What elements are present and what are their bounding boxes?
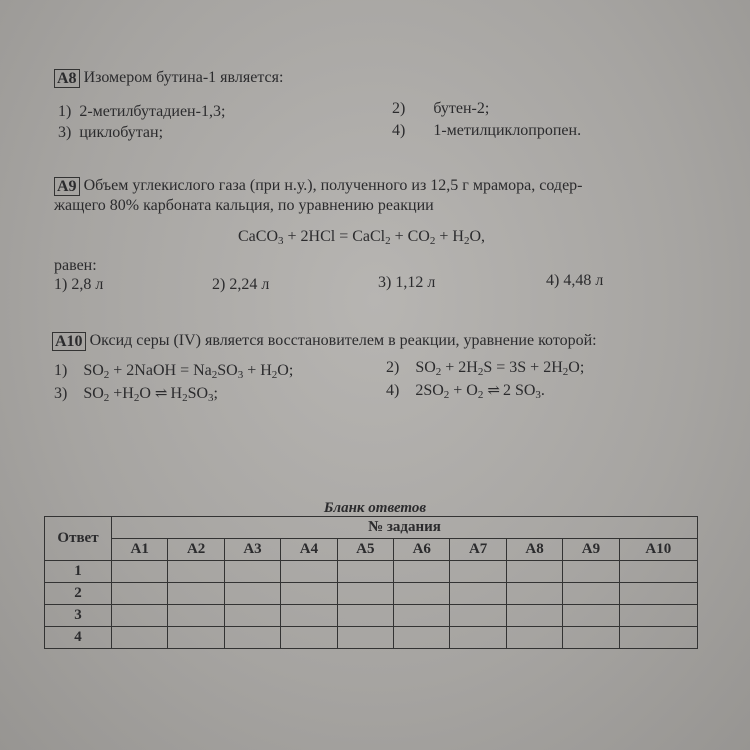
- answer-cell[interactable]: [281, 627, 337, 649]
- answer-cell[interactable]: [224, 583, 280, 605]
- answer-header: Ответ: [45, 517, 112, 561]
- answer-cell[interactable]: [168, 605, 224, 627]
- answer-cell[interactable]: [450, 561, 506, 583]
- answer-cell[interactable]: [394, 605, 450, 627]
- a8-option-3: [58, 124, 163, 142]
- column-header: A7: [450, 539, 506, 561]
- table-row: [45, 627, 698, 649]
- a9-option-4: [546, 272, 603, 290]
- answer-cell[interactable]: [506, 561, 562, 583]
- table-row: [45, 561, 698, 583]
- table-row: [45, 605, 698, 627]
- answer-cell[interactable]: [506, 583, 562, 605]
- answer-cell[interactable]: [337, 605, 393, 627]
- answer-cell[interactable]: [281, 561, 337, 583]
- row-number: 3: [45, 605, 112, 627]
- question-text-line2: жащего 80% карбоната кальция, по уравнению реакции: [54, 197, 434, 214]
- answer-cell[interactable]: [394, 583, 450, 605]
- column-header: A10: [619, 539, 697, 561]
- equilibrium-arrow-icon: ⇌: [487, 383, 499, 399]
- a10-option-3: 3) $SO_2 +H_2O$ ⇌ $H_2SO_3$;: [54, 385, 218, 404]
- a8-option-2: [392, 100, 489, 118]
- table-row: [45, 583, 698, 605]
- column-header: A6: [394, 539, 450, 561]
- option-number: 1): [54, 276, 68, 293]
- option-text: бутен-2;: [433, 100, 490, 117]
- answer-form-title: Бланк ответов: [323, 500, 427, 516]
- answer-cell[interactable]: [224, 561, 280, 583]
- option-number: 4): [386, 382, 400, 399]
- equilibrium-arrow-icon: ⇌: [154, 386, 167, 402]
- answer-cell[interactable]: [168, 583, 224, 605]
- question-a8: [54, 68, 283, 88]
- a8-option-4: [392, 122, 581, 140]
- column-header: A2: [168, 539, 224, 561]
- option-number: 3): [378, 274, 392, 291]
- answer-table: [44, 516, 698, 649]
- answer-cell[interactable]: [619, 627, 697, 649]
- answer-cell[interactable]: [506, 605, 562, 627]
- a10-option-4: 4) $2SO_2 + O_2$ ⇌ 2 $SO_3$.: [386, 382, 545, 401]
- answer-cell[interactable]: [112, 561, 168, 583]
- answer-cell[interactable]: [224, 605, 280, 627]
- answer-cell[interactable]: [619, 561, 697, 583]
- answer-cell[interactable]: [563, 561, 619, 583]
- answer-cell[interactable]: [619, 583, 697, 605]
- answer-cell[interactable]: [563, 605, 619, 627]
- option-text: 4,48 л: [563, 272, 604, 289]
- answer-cell[interactable]: [281, 605, 337, 627]
- option-text: 2,8 л: [71, 276, 104, 293]
- answer-cell[interactable]: [450, 605, 506, 627]
- option-text: 1-метилциклопропен.: [433, 122, 582, 139]
- answer-cell[interactable]: [224, 627, 280, 649]
- column-header: A4: [281, 539, 337, 561]
- column-header: A8: [506, 539, 562, 561]
- row-number: 4: [45, 627, 112, 649]
- answer-cell[interactable]: [112, 583, 168, 605]
- column-header: A5: [337, 539, 393, 561]
- option-number: 3): [58, 124, 72, 141]
- answer-cell[interactable]: [337, 561, 393, 583]
- a9-option-1: [54, 276, 103, 294]
- option-number: 2): [386, 359, 400, 376]
- option-text: 2-метилбутадиен-1,3;: [79, 103, 226, 120]
- option-number: 2): [392, 100, 406, 117]
- a9-tail-text: равен:: [54, 257, 97, 274]
- answer-cell[interactable]: [112, 627, 168, 649]
- answer-cell[interactable]: [394, 561, 450, 583]
- answer-cell[interactable]: [563, 583, 619, 605]
- a9-option-2: [212, 276, 269, 294]
- answer-cell[interactable]: [168, 627, 224, 649]
- option-text: циклобутан;: [79, 124, 164, 141]
- option-number: 2): [212, 276, 226, 293]
- question-text-line1: Объем углекислого газа (при н.у.), полученного из 12,5 г мрамора, содер-: [83, 177, 583, 194]
- option-number: 3): [54, 385, 68, 402]
- question-a9: [54, 176, 583, 216]
- a8-option-1: [58, 103, 225, 121]
- answer-cell[interactable]: [450, 627, 506, 649]
- question-a10: [52, 331, 597, 351]
- a9-option-3: [378, 274, 435, 292]
- answer-cell[interactable]: [394, 627, 450, 649]
- option-number: 1): [54, 362, 68, 379]
- answer-cell[interactable]: [506, 627, 562, 649]
- question-text: Оксид серы (IV) является восстановителем в реакции, уравнение которой:: [89, 332, 597, 349]
- question-number: A8: [54, 69, 80, 88]
- option-text: 1,12 л: [395, 274, 436, 291]
- answer-cell[interactable]: [281, 583, 337, 605]
- answer-cell[interactable]: [619, 605, 697, 627]
- column-header-row: [45, 539, 698, 561]
- answer-cell[interactable]: [112, 605, 168, 627]
- answer-cell[interactable]: [450, 583, 506, 605]
- answer-cell[interactable]: [563, 627, 619, 649]
- a10-option-1: 1) $SO_2$ + 2NaOH = $Na_2SO_3 + H_2O$;: [54, 362, 294, 381]
- question-number: A9: [54, 177, 80, 196]
- option-number: 4): [546, 272, 560, 289]
- a10-option-2: 2) $SO_2 + 2H_2S = 3S + 2H_2O$;: [386, 359, 585, 378]
- column-header: A3: [224, 539, 280, 561]
- option-text: 2,24 л: [229, 276, 270, 293]
- question-number: A10: [52, 332, 86, 351]
- question-text: Изомером бутина-1 является:: [83, 69, 284, 86]
- row-number: 1: [45, 561, 112, 583]
- column-header: A1: [112, 539, 168, 561]
- row-number: 2: [45, 583, 112, 605]
- answer-cell[interactable]: [168, 561, 224, 583]
- column-header: A9: [563, 539, 619, 561]
- task-header: № задания: [112, 517, 698, 539]
- option-number: 1): [58, 103, 72, 120]
- option-number: 4): [392, 122, 406, 139]
- a9-equation: CaCO$_3$ + 2HCl = CaCl$_2$ + $CO_2 + H_2O$,: [238, 228, 485, 247]
- answer-cell[interactable]: [337, 627, 393, 649]
- answer-cell[interactable]: [337, 583, 393, 605]
